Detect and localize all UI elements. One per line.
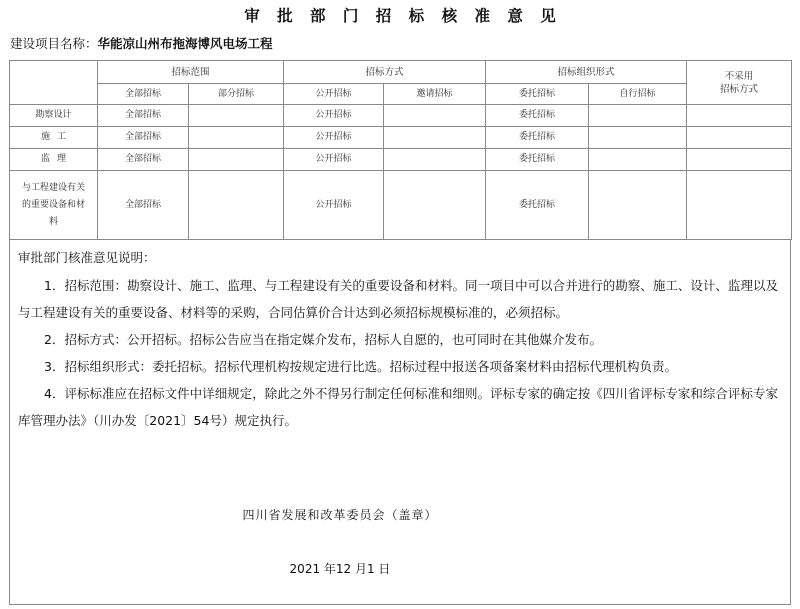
cell-method-invite: [384, 105, 486, 127]
project-name-line: [9, 35, 791, 53]
cell-method-public: 公开招标: [284, 105, 384, 127]
sub-header-method-invite: 邀请招标: [384, 84, 486, 105]
sub-header-scope-part: 部分招标: [189, 84, 284, 105]
cell-org-entrust: 委托招标: [486, 149, 589, 171]
cell-scope-part: [189, 149, 284, 171]
cell-scope-all: 全部招标: [98, 171, 189, 240]
not-used-line-2: 招标方式: [720, 83, 759, 95]
table-sub-header-row: [10, 84, 792, 105]
group-header-not-used: [687, 61, 792, 105]
cell-not-used: [687, 171, 792, 240]
cell-not-used: [687, 105, 792, 127]
note-item-3: 3．招标组织形式：委托招标。招标代理机构按规定进行比选。招标过程中报送各项备案材料由招标代理机构负责。: [44, 359, 677, 374]
project-name-label: 建设项目名称：: [10, 36, 98, 51]
cell-scope-all: 全部招标: [98, 149, 189, 171]
table-row: [10, 171, 792, 240]
row-label-line-2: 的重要设备和材: [21, 199, 85, 210]
cell-org-self: [589, 105, 687, 127]
cell-not-used: [687, 127, 792, 149]
cell-not-used: [687, 149, 792, 171]
page-title: 审 批 部 门 招 标 核 准 意 见: [244, 7, 562, 25]
cell-org-entrust: 委托招标: [486, 171, 589, 240]
cell-method-public: 公开招标: [284, 127, 384, 149]
cell-method-invite: [384, 149, 486, 171]
row-label-supervision: 监理: [10, 149, 98, 171]
note-item-4: 4．评标标准应在招标文件中详细规定，除此之外不得另行制定任何标准和细则。评标专家的确定按《四川省评标专家和综合评标专家库管理办法》（川办发〔2021〕54号）规定执行。: [18, 386, 778, 428]
sub-header-scope-all: 全部招标: [98, 84, 189, 105]
sub-header-org-self: 自行招标: [589, 84, 687, 105]
row-label-equipment-materials: [10, 171, 98, 240]
cell-org-self: [589, 149, 687, 171]
bid-approval-table: [9, 60, 792, 240]
cell-method-invite: [384, 171, 486, 240]
approval-notes-section: [9, 240, 791, 605]
cell-org-entrust: 委托招标: [486, 127, 589, 149]
note-item-2: 2．招标方式：公开招标。招标公告应当在指定媒介发布，招标人自愿的，也可同时在其他媒介发布。: [44, 332, 602, 347]
cell-method-public: 公开招标: [284, 171, 384, 240]
cell-org-self: [589, 127, 687, 149]
table-row: [10, 149, 792, 171]
row-label-line-1: 与工程建设有关: [21, 182, 85, 193]
issuing-authority: 四川省发展和改革委员会（盖章）: [242, 508, 438, 522]
group-header-method: 招标方式: [284, 61, 486, 84]
table-row: [10, 127, 792, 149]
group-header-organization: 招标组织形式: [486, 61, 687, 84]
cell-org-self: [589, 171, 687, 240]
cell-method-public: 公开招标: [284, 149, 384, 171]
cell-scope-all: 全部招标: [98, 127, 189, 149]
notes-heading: 审批部门核准意见说明：: [18, 250, 156, 265]
issue-date: 2021 年12 月1 日: [289, 562, 391, 576]
table-row: [10, 105, 792, 127]
note-item-1: 1．招标范围：勘察设计、施工、监理、与工程建设有关的重要设备和材料。同一项目中可以合并进行的勘察、施工、设计、监理以及与工程建设有关的重要设备、材料等的采购，合同估算价合计达到必须招标规模标准的，必须招标。: [18, 278, 778, 320]
cell-org-entrust: 委托招标: [486, 105, 589, 127]
cell-method-invite: [384, 127, 486, 149]
cell-scope-all: 全部招标: [98, 105, 189, 127]
project-name-value: 华能凉山州布拖海博风电场工程: [97, 36, 273, 51]
group-header-scope: 招标范围: [98, 61, 284, 84]
cell-scope-part: [189, 171, 284, 240]
sub-header-method-public: 公开招标: [284, 84, 384, 105]
cell-scope-part: [189, 105, 284, 127]
cell-scope-part: [189, 127, 284, 149]
table-group-header-row: [10, 61, 792, 84]
not-used-line-1: 不采用: [724, 70, 754, 82]
row-label-construction: 施工: [10, 127, 98, 149]
table-corner-cell: [10, 61, 98, 105]
row-label-line-3: 料: [48, 216, 58, 227]
row-label-survey-design: 勘察设计: [10, 105, 98, 127]
sub-header-org-entrust: 委托招标: [486, 84, 589, 105]
